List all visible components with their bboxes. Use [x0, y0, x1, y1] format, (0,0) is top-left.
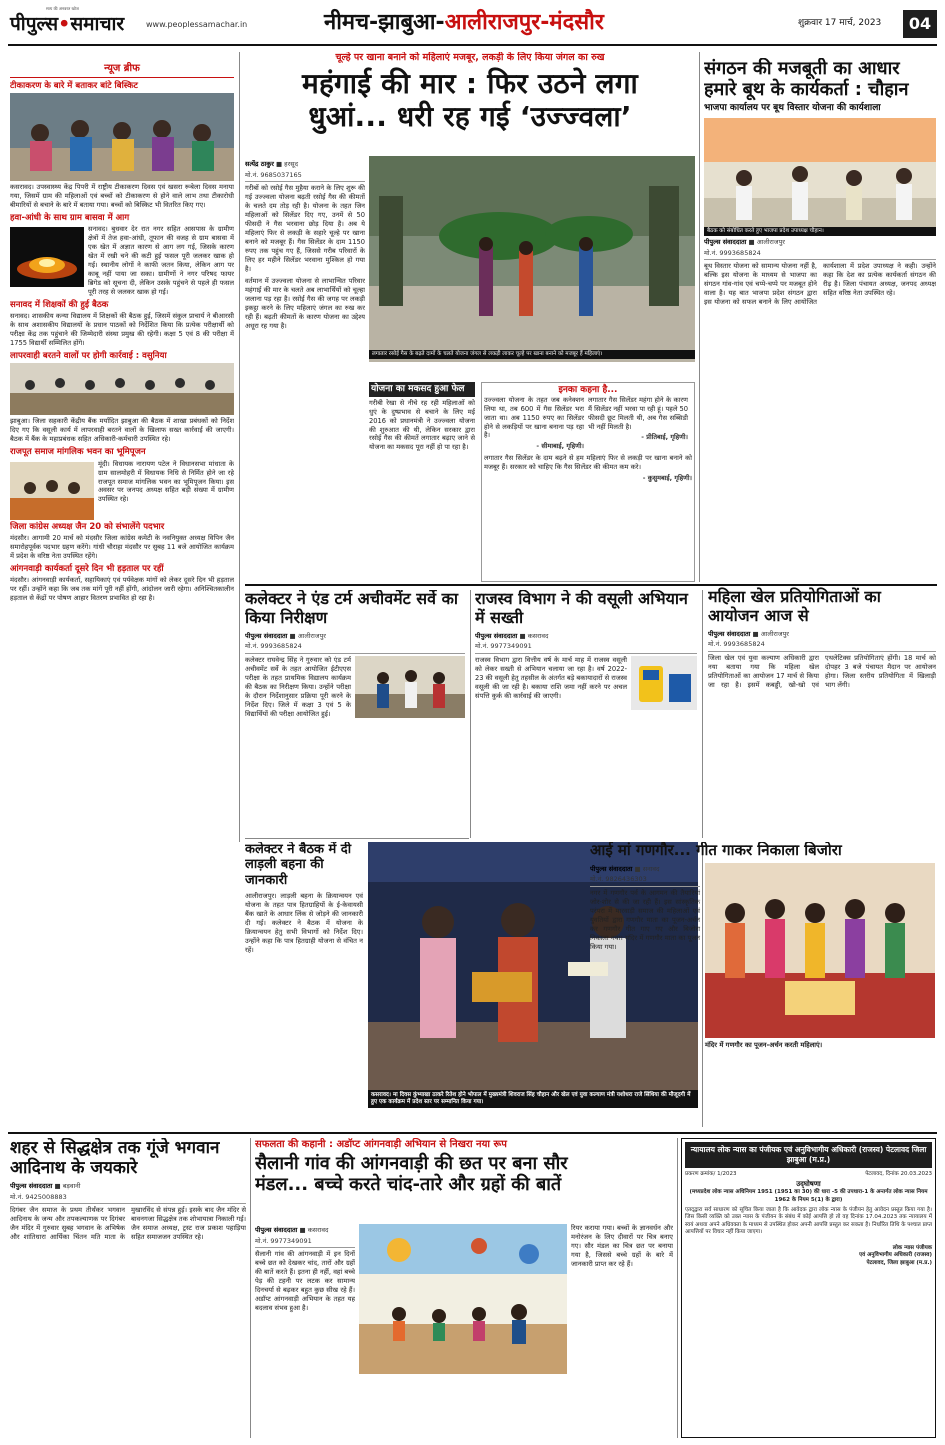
ladli-behna-body: आलीराजपुर। लाड़ली बहना के क्रियान्वयन एवं योजना के तहत पात्र हितग्राहियों के ई-केवायसी बैंक खाते के आधार लिंक से जोड़ने की जानकारी दी गई। कलेक्टर ने बैठक में योजना के क्रियान्वयन हेतु सभी विभागों को निर्देश दिए। उन्होंने कहा कि पात्र हितग्राही योजना से वंचित न रहें।: [245, 891, 363, 954]
sangathan-byline: पीपुल्स संवाददाता ■ आलीराजपुर: [704, 238, 785, 247]
notice-case-number: प्रकरण क्रमांक/ 1/2023: [685, 1170, 737, 1177]
collector-body: कलेक्टर राघवेन्द्र सिंह ने गुरुवार को एंड टर्म अचीवमेंट सर्वे के तहत आयोजित ईटीएएस परीक्षा के तहत प्राथमिक विद्यालय कार्यक्रम की बैठक का निरीक्षण किया। उन्होंने परीक्षा के दौरान निर्देशानुसार प्रक्रिया पूरी करने के निर्देश दिए। जिले में कक्षा 3 एवं 5 के विद्यार्थियों की परीक्षा आयोजित हुई।: [245, 655, 351, 718]
jain-headline: शहर से सिद्धक्षेत्र तक गूंजे भगवान आदिनाथ के जयकारे: [10, 1138, 220, 1179]
sangathan-phone: मो.नं. 9993685824: [704, 249, 936, 261]
brief-photo-meeting: [10, 363, 234, 415]
brief-heading: राजपूत समाज मांगलिक भवन का भूमिपूजन: [10, 447, 146, 458]
sangathan-photo: [704, 118, 936, 236]
lead-headline: महंगाई की मार : फिर उठने लगा धुआं... धरी रह गई ‘उज्ज्वला’: [302, 66, 638, 133]
collector-phone: मो.नं. 9993685824: [245, 642, 465, 654]
mahila-khel-body: जिला खेल एवं युवा कल्याण अधिकारी द्वारा नया बताया गया कि महिला खेल प्रतियोगिताओं का आयोजन 17 मार्च से किया जा रहा है। इसमें कबड्डी, खो-खो एवं एथलेटिक्स प्रतियोगिताएं होंगी। 18 मार्च को दोपहर 3 बजे पंचायत मैदान पर आयोजन होगा। जिला स्तरीय प्रतियोगिता में खिलाड़ी भाग लेंगी।: [708, 653, 936, 689]
quote-body: लगातार गैस सिलेंडर के दाम बढ़ने से हम महिलाएं फिर से लकड़ी पर खाना बनाने को मजबूर हैं। सरकार को चाहिए कि गैस सिलेंडर की कीमत कम करे।: [484, 454, 692, 471]
notice-subject-title: उद्‌घोषणा: [796, 1179, 821, 1188]
quote-signature: - प्रीतिबाई, गृहिणी।: [641, 433, 688, 442]
notice-title: न्यायालय लोक न्यास का पंजीयक एवं अनुविभागीय अधिकारी (राजस्व) पेटलावद जिला झाबुआ (म.प्र.): [685, 1142, 932, 1168]
anganwadi-text: [255, 1224, 355, 1438]
jain-phone: मो.नं. 9425008883: [10, 1193, 246, 1205]
collector-photo: [355, 656, 465, 718]
gangaur-headline: आई मां गणगौर... गीत गाकर निकाला बिजोरा: [590, 842, 842, 859]
website-url: www.peoplessamachar.in: [146, 20, 248, 29]
notice-date: पेटलावद, दिनांक 20.03.2023: [865, 1170, 932, 1177]
anganwadi-story: [255, 1138, 673, 1438]
jain-byline: पीपुल्स संवाददाता ■ बड़वानी: [10, 1182, 81, 1191]
lead-kicker: चूल्हे पर खाना बनाने को महिलाएं मजबूर, लकड़ी के लिए किया जंगल का रुख: [335, 52, 605, 63]
legal-notice: [681, 1138, 936, 1438]
sangathan-story: [704, 58, 936, 580]
anganwadi-photo: [359, 1224, 567, 1374]
column-rule: [239, 52, 240, 842]
anganwadi-kicker: सफलता की कहानी : अडॉप्ट आंगनवाड़ी अभियान से निखरा नया रूप: [255, 1139, 507, 1150]
brief-body: झाबुआ। जिला सहकारी केंद्रीय बैंक मर्यादित झाबुआ की बैठक में शाखा प्रबंधकों को निर्देश दिए गए कि वसूली कार्य में लापरवाही बरतने वालों के खिलाफ सख्त कार्रवाई की जाएगी। बैठक में बैंक के महाप्रबंधक सहित अधिकारी-कर्मचारी उपस्थित रहे।: [10, 417, 234, 444]
quote-body: लगातार गैस सिलेंडर महंगा होने के कारण मैं सिलेंडर नहीं भरवा पा रही हूं। पहले 50 फीसदी छूट मिलती थी, अब गैस सब्सिडी भी नहीं मिलती है।: [588, 395, 689, 431]
notice-signature: लोक न्यास पंजीयक: [892, 1244, 932, 1251]
lead-phone: मो.नं. 9685037165: [245, 171, 365, 183]
brief-heading: लापरवाही बरतने वालों पर होगी कार्रवाई : वसुनिया: [10, 351, 167, 362]
tagline: सत्य की अनवरत खोज: [46, 6, 79, 11]
scheme-box-body: गरीबी रेखा से नीचे रह रही महिलाओं को धुएं के दुष्प्रभाव से बचाने के लिए मई 2016 को प्रधानमंत्री ने उज्ज्वला योजना की शुरुआत की थी, लेकिन सरकार द्वारा रसोई गैस की कीमतें लगातार बढ़ाए जाने से योजना का मकसद पूरा नहीं हो पा रहा है।: [369, 398, 475, 452]
collector-byline: पीपुल्स संवाददाता ■ आलीराजपुर: [245, 631, 326, 640]
lead-photo-caption: लगातार रसोई गैस के बढ़ते दामों के चलते योजना जंगल से लकड़ी लाकर चूल्हे पर खाना बनाने को मजबूर हैं महिलाएं।: [369, 350, 695, 359]
lead-photo-women-carrying-wood: [369, 156, 695, 362]
anganwadi-phone: मो.नं. 9977349091: [255, 1237, 355, 1249]
revenue-headline: राजस्व विभाग ने की वसूली अभियान में सख्ती: [475, 590, 688, 627]
lead-body: गरीबों को रसोई गैस मुहैया कराने के लिए शुरू की गई उज्ज्वला योजना बढ़ती रसोई गैस की कीमतों के चलते दम तोड़ रही है। योजना के तहत जिन महिलाओं को सिलेंडर दिए गए, उनमें से 50 फीसदी ने गैस भरवाना छोड़ दिया है। अब ये महिलाएं फिर से लकड़ी के सहारे चूल्हे पर खाना बनाने को मजबूर हैं। गैस सिलेंडर के दाम 1150 रुपए तक पहुंच गए हैं, जिससे गरीब परिवारों के लिए हर महीने सिलेंडर भरवाना मुश्किल हो गया है।: [245, 184, 365, 273]
revenue-photo-petrol-pump: [631, 656, 697, 710]
quotes-box-title: इनका कहना है...: [558, 385, 618, 395]
mahila-khel-headline: महिला खेल प्रतियोगिताओं का आयोजन आज से: [708, 587, 881, 625]
quote-signature: - कुसुमबाई, गृहिणी।: [642, 473, 692, 482]
gangaur-body: नगर में गणगौर पर्व के आगमन की तैयारियां जोर-शोर से की जा रही हैं। इस सांस्कृतिक परंपरा में मारवाड़ी समाज की महिलाओं एवं युवतियों द्वारा गणगौर माता का पूजन-अर्चन कर गणगौर गीत गाए गए और बिजोरा निकाला गया। मंदिर में गणगौर माता का पूजन किया गया।: [590, 888, 700, 951]
mahila-khel-byline: पीपुल्स संवाददाता ■ आलीराजपुर: [708, 629, 789, 638]
brief-heading: टीकाकरण के बारे में बताकर बांटे बिस्किट: [10, 81, 138, 92]
revenue-byline: पीपुल्स संवाददाता ■ कसरावद: [475, 631, 549, 640]
anganwadi-body-continued: रियर कराया गया। बच्चों के ज्ञानवर्धन और मनोरंजन के लिए दीवारों पर चित्र बनाए गए। सौर मंडल का चित्र छत पर बनाया गया है, जिससे बच्चे ग्रहों के बारे में जानकारी प्राप्त कर रहे हैं।: [571, 1224, 673, 1268]
ladli-behna-story: [245, 842, 363, 1127]
masthead: [8, 6, 937, 46]
lead-box-quotes: [481, 382, 695, 582]
mahila-khel-phone: मो.नं. 9993685824: [708, 640, 936, 652]
brief-heading: आंगनवाड़ी कार्यकर्ता दूसरे दिन भी हड़ताल पर रहीं: [10, 563, 164, 574]
collector-headline: कलेक्टर ने एंड टर्म अचीवमेंट सर्वे का किया निरीक्षण: [245, 590, 459, 627]
mahila-khel-story: [708, 584, 936, 838]
section-rule: [245, 838, 469, 839]
lead-story: [245, 52, 695, 582]
gangaur-photo: [705, 863, 935, 1038]
revenue-phone: मो.नं. 9977349091: [475, 642, 697, 654]
gangaur-main: [590, 842, 936, 1127]
news-brief-kicker: न्यूज ब्रीफ: [10, 62, 234, 78]
gangaur-byline: पीपुल्स संवाददाता ■ सनावद: [590, 864, 660, 873]
brief-body: कसरावद। उपस्वास्थ्य केंद्र पिपरी में राष्ट्रीय टीकाकरण दिवस एवं खसरा रूबेला दिवस मनाया गया, जिसमें ग्राम की महिलाओं एवं बच्चों को टीकाकरण से होने वाले लाभ तथा टीकारोधी बीमारियों से बचाने के बारे में बताया गया। बच्चों को बिस्किट भी वितरित किए गए।: [10, 183, 234, 210]
gangaur-photo-caption: मंदिर में गणगौर का पूजन-अर्चन करती महिलाएं।: [705, 1040, 823, 1049]
newspaper-logo: पीपुल्स•समाचार: [10, 13, 125, 35]
anganwadi-text-right: [571, 1224, 673, 1438]
news-brief-column: [10, 62, 234, 847]
column-rule: [677, 1138, 678, 1438]
section-rule: [8, 1132, 937, 1134]
brief-heading: हवा-आंधी के साथ ग्राम बासवा में आग: [10, 213, 130, 224]
revenue-body: राजस्व विभाग द्वारा वित्तीय वर्ष के मार्च माह में राजस्व वसूली को लेकर सख्ती से अभियान चलाया जा रहा है। वर्ष 2022-23 की वसूली हेतु तहसील के अंतर्गत बड़े बकायादारों से राजस्व वसूली की जा रही है। बकाया राशि जमा नहीं करने पर अचल संपत्ति कुर्क की कार्रवाई की जाएगी।: [475, 655, 627, 700]
brief-photo-fire: [10, 227, 84, 287]
sangathan-subhead: भाजपा कार्यालय पर बूथ विस्तार योजना की कार्यशाला: [704, 103, 881, 114]
jain-body: दिगंबर जैन समाज के प्रथम तीर्थंकर भगवान आदिनाथ के जन्म और तपकल्याणक पर दिगंबर जैन मंदिर में गुरुवार सुबह भगवान के अभिषेक और शांतिधारा आर्यिका चिंतन मति माता के मुखारविंद से संपन्न हुई। इसके बाद जैन मंदिर से बावनगजा सिद्धक्षेत्र तक शोभायात्रा निकाली गई। जैन समाज अध्यक्ष, ट्रस्ट राज प्रकाश पहाड़िया सहित समाजजन उपस्थित रहे।: [10, 1206, 246, 1242]
quote-body: उज्ज्वला योजना के तहत जब कनेक्शन लिया था, तब 600 में गैस सिलेंडर भरा जाता था। अब 1150 रुपए का सिलेंडर होने से लकड़ियों पर खाना बनाना पड़ रहा है।: [484, 395, 584, 440]
collector-story: [245, 590, 465, 838]
brief-body: सनावद। शासकीय कन्या विद्यालय में शिक्षकों की बैठक हुई, जिसमें संकुल प्राचार्य ने बीआरसी के साथ अशासकीय विद्यालयों के प्रधान पाठकों को निर्देशित किया कि प्रत्येक परीक्षार्थी को परीक्षा केंद्र तक पहुंचाने की जिम्मेदारी संस्था प्रमुख की रहेगी। कक्षा 5 एवं 8 की परीक्षा में 1755 विद्यार्थी सम्मिलित होंगे।: [10, 312, 234, 348]
gangaur-phone: मो.नं. 9826436303: [590, 875, 700, 887]
revenue-story: [475, 590, 697, 838]
brief-body: मंदसौर। आंगनवाड़ी कार्यकर्ता, सहायिकाएं एवं पर्यवेक्षक मांगों को लेकर दूसरे दिन भी हड़ताल पर रहीं। उन्होंने कहा कि जब तक मांगें पूरी नहीं होंगी, आंदोलन जारी रहेगा। अनिश्चितकालीन हड़ताल से केंद्रों पर पोषण आहार वितरण प्रभावित हो रहा है।: [10, 575, 234, 602]
brief-body: मूंदी। विधायक नारायण पटेल ने विधानसभा मांधाता के ग्राम सालमोहरी में विधायक निधि से निर्मित होने जा रहे राजपूत समाज मांगलिक भवन का भूमिपूजन किया। इस अवसर पर जनपद अध्यक्ष सहित बड़ी संख्या में ग्रामीण उपस्थित रहे।: [98, 459, 234, 504]
sangathan-headline: संगठन की मजबूती का आधार हमारे बूथ के कार्यकर्ता : चौहान: [704, 58, 909, 101]
ladli-behna-headline: कलेक्टर ने बैठक में दी लाड़ली बहना की जानकारी: [245, 842, 352, 888]
lead-byline: सत्येंद्र ठाकुर ■ हरसूद: [245, 160, 299, 168]
edition-title: नीमच-झाबुआ-आलीराजपुर-मंदसौर: [324, 10, 604, 35]
notice-body: एतद्‌द्वारा सर्व साधारण को सूचित किया जाता है कि आवेदक द्वारा लोक न्यास के पंजीयन हेतु आवेदन प्रस्तुत किया गया है। जिस किसी व्यक्ति को उक्त न्यास के पंजीयन के संबंध में कोई आपत्ति हो तो वह दिनांक 17.04.2023 तक न्यायालय में स्वयं अथवा अपने अधिवक्ता के माध्यम से उपस्थित होकर अपनी आपत्ति प्रस्तुत कर सकता है। निर्धारित तिथि के पश्चात प्राप्त आपत्तियों पर विचार नहीं किया जाएगा।: [685, 1207, 932, 1236]
jain-story: [10, 1138, 246, 1438]
lead-box-scheme-failed: [369, 382, 475, 582]
anganwadi-byline: पीपुल्स संवाददाता ■ कसरावद: [255, 1226, 329, 1234]
column-rule: [250, 1138, 251, 1438]
column-rule: [699, 52, 700, 582]
dateline: शुक्रवार 17 मार्च, 2023: [798, 18, 882, 28]
brief-heading: सनावद में शिक्षकों की हुई बैठक: [10, 300, 109, 311]
sangathan-body: बूथ विस्तार योजना को सामान्य योजना नहीं है, बल्कि इस योजना के माध्यम से भाजपा का संगठन गांव-गांव एवं चप्पे-चप्पे पर मजबूत होने वाला है। यह बात भाजपा प्रदेश संगठन द्वारा इस योजना को सफल बनाने के लिए आयोजित कार्यशाला में प्रदेश उपाध्यक्ष ने कही। उन्होंने कहा कि देश का प्रत्येक कार्यकर्ता संगठन की रीढ़ है। जिला पंचायत अध्यक्ष, जनपद अध्यक्ष सहित वरिष्ठ नेता उपस्थित रहे।: [704, 262, 936, 307]
notice-signature: एवं अनुविभागीय अधिकारी (राजस्व): [859, 1252, 932, 1259]
anganwadi-headline: सैलानी गांव की आंगनवाड़ी की छत पर बना सौर मंडल... बच्चे करते चांद-तारे और ग्रहों की बातें: [255, 1153, 568, 1196]
brand: [8, 6, 248, 42]
award-photo-caption: कसरावद। मा दिवस कुंभ्याखा ठाकरे रितेश होने भोपाल में मुख्यमंत्री शिवराज सिंह चौहान और खेल एवं युवा कल्याण मंत्री यशोधरा राजे सिंधिया की मौजूदगी में हुए एक कार्यक्रम में प्रदेश स्तर पर सम्मानित किया गया।: [368, 1090, 698, 1108]
column-rule: [470, 590, 471, 838]
sangathan-photo-caption: बैठक को संबोधित करते हुए भाजपा प्रदेश उपाध्यक्ष चौहान।: [704, 227, 936, 236]
column-rule: [702, 590, 703, 838]
page-number: 04: [903, 10, 937, 38]
brief-photo-bhoomipujan: [10, 462, 94, 520]
brief-photo-vaccination: [10, 93, 234, 181]
anganwadi-body: सैलानी गांव की आंगनवाड़ी में इन दिनों बच्चे छत को देखकर चांद, तारों और ग्रहों की बातें करते हैं। इतना ही नहीं, वहां बच्चे पेड़ की टहनी पर लटक कर सामान्य दिनचर्या से बढ़कर बहुत कुछ सीख रहे हैं। अडॉप्ट आंगनवाड़ी अभियान के तहत यह बदलाव संभव हुआ है।: [255, 1250, 355, 1312]
lead-text-column: [245, 158, 365, 582]
notice-subject: (मध्यप्रदेश लोक न्यास अधिनियम 1951 (1951 का 30) की धारा -5 की उपधारा-1 के अन्तर्गत लोक न्यास नियम 1962 के नियम 5(1) के द्वारा): [689, 1189, 928, 1203]
lead-body-continued: वर्तमान में उज्ज्वला योजना से लाभान्वित परिवार महंगाई की मार के चलते अब लाभार्थियों को चूल्हा जलाना पड़ रहा है। रसोई गैस की जगह पर लकड़ी इकट्ठा करने के लिए महिलाएं जंगल का रुख कर रही हैं। बढ़ती कीमतों के कारण योजना का उद्देश्य अधूरा रह गया है।: [245, 276, 365, 330]
notice-signature: पेटलावद, जिला झाबुआ (म.प्र.): [866, 1259, 932, 1266]
quote-signature: - सीमाबाई, गृहिणी।: [536, 442, 584, 451]
brief-body: सनावद। बुधवार देर रात नगर सहित आसपास के ग्रामीण क्षेत्रों में तेज हवा-आंधी, तूफान की वजह से ग्राम बासवा में एक खेत में अज्ञात कारण से आग लग गई, जिसके कारण खेत में रखी चने की कटी हुई फसल पूरी जलकर खाक हो गई। स्थानीय लोगों ने काफी जतन किया, लेकिन आग पर काबू नहीं पाया जा सका। ग्रामीणों ने नगर परिषद फायर ब्रिगेड को सूचना दी, लेकिन उसके पहुंचने से पहले ही फसल पूरी तरह से जलकर खाक हो गई।: [88, 225, 234, 297]
scheme-box-title: योजना का मकसद हुआ फेल: [369, 382, 475, 397]
brief-body: मंदसौर। आगामी 20 मार्च को मंदसौर जिला कांग्रेस कमेटी के नवनियुक्त अध्यक्ष विपिन जैन समारोहपूर्वक पदभार ग्रहण करेंगे। गांधी चौराहा मंदसौर पर सुबह 11 बजे आयोजित कार्यक्रम में प्रदेश के वरिष्ठ नेता उपस्थित रहेंगे।: [10, 533, 234, 560]
brief-heading: जिला कांग्रेस अध्यक्ष जैन 20 को संभालेंगे पदभार: [10, 521, 165, 532]
